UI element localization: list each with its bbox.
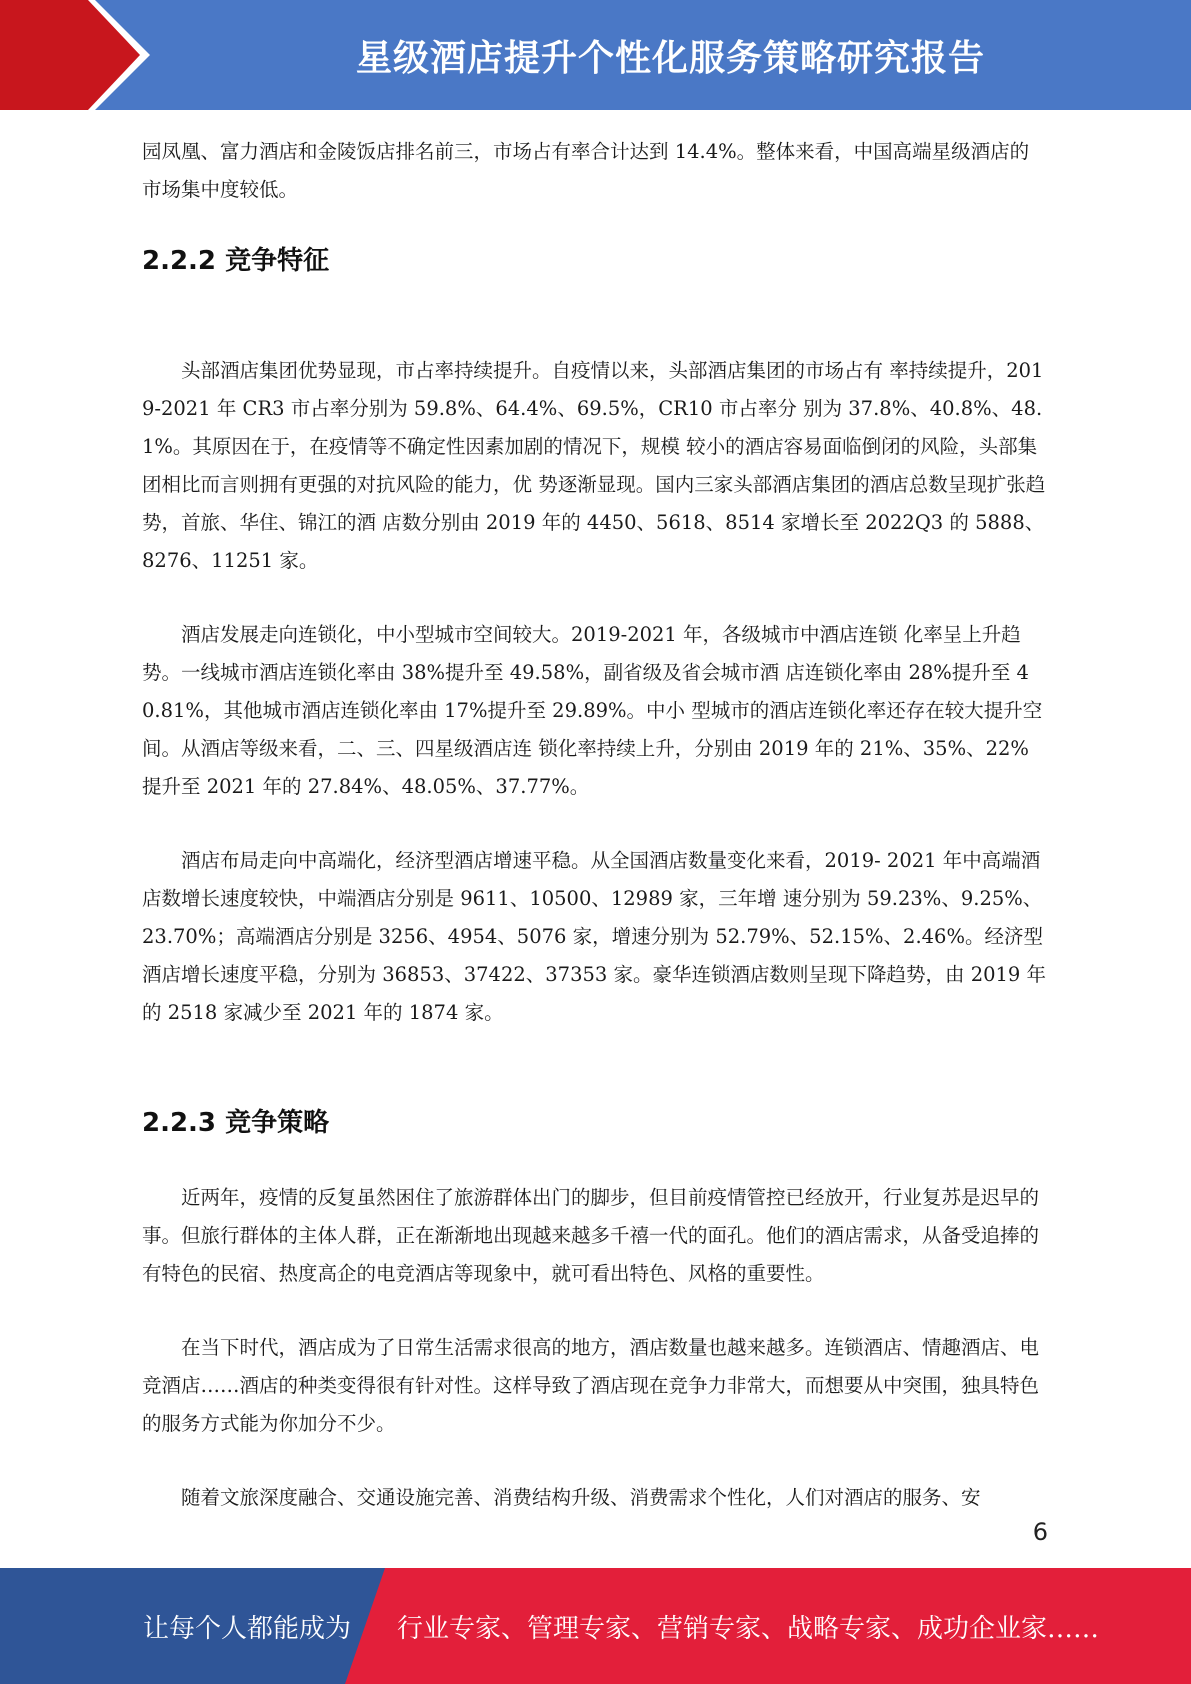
paragraph-strategy-2: 在当下时代，酒店成为了日常生活需求很高的地方，酒店数量也越来越多。连锁酒店、情趣酒店、电竞酒店……酒店的种类变得很有针对性。这样导致了酒店现在竞争力非常大，而想要从中突围，独具特色的服务方式能为你加分不少。 <box>142 1336 1040 1435</box>
paragraph-strategy-3: 随着文旅深度融合、交通设施完善、消费结构升级、消费需求个性化，人们对酒店的服务、安 <box>181 1486 981 1509</box>
header-chevron-graphic <box>0 0 160 110</box>
footer-slogan-left: 让每个人都能成为 <box>143 1613 352 1644</box>
section-heading-2-2-2: 2.2.2 竞争特征 <box>142 246 330 276</box>
paragraph-competition-2: 酒店发展走向连锁化，中小型城市空间较大。2019-2021 年，各级城市中酒店连锁 化率呈上升趋势。一线城市酒店连锁化率由 38%提升至 49.58%，副省级及省会城市酒 店连锁化率由 28%提升至 40.81%，其他城市酒店连锁化率由 17%提升至 29.89%。中小 型城市的酒店连锁化率还存在较大提升空间。从酒店等级来看，二、三、四星级酒店连 锁化率持续上升，分别由 2019 年的 21%、35%、22%提升至 2021 年的 27.84%、48.05%、37.77%。 <box>142 623 1043 798</box>
footer-slogan-right: 行业专家、管理专家、营销专家、战略专家、成功企业家…… <box>397 1613 1100 1644</box>
paragraph-strategy-1: 近两年，疫情的反复虽然困住了旅游群体出门的脚步，但目前疫情管控已经放开，行业复苏是迟早的事。但旅行群体的主体人群，正在渐渐地出现越来越多千禧一代的面孔。他们的酒店需求，从备受追捧的有特色的民宿、热度高企的电竞酒店等现象中，就可看出特色、风格的重要性。 <box>142 1186 1040 1285</box>
page-number: 6 <box>1032 1518 1048 1546</box>
paragraph-intro: 园凤凰、富力酒店和金陵饭店排名前三，市场占有率合计达到 14.4%。整体来看，中国高端星级酒店的市场集中度较低。 <box>142 140 1030 201</box>
paragraph-competition-1: 头部酒店集团优势显现，市占率持续提升。自疫情以来，头部酒店集团的市场占有 率持续提升，2019-2021 年 CR3 市占率分别为 59.8%、64.4%、69.5%，CR10 市占率分 别为 37.8%、40.8%、48.1%。其原因在于，在疫情等不确定性因素加剧的情况下，规模 较小的酒店容易面临倒闭的风险，头部集团相比而言则拥有更强的对抗风险的能力，优 势逐渐显现。国内三家头部酒店集团的酒店总数呈现扩张趋势，首旅、华住、锦江的酒 店数分别由 2019 年的 4450、5618、8514 家增长至 2022Q3 的 5888、8276、11251 家。 <box>142 359 1046 572</box>
page-footer <box>0 1568 1191 1684</box>
page-header <box>0 0 1191 110</box>
paragraph-competition-3: 酒店布局走向中高端化，经济型酒店增速平稳。从全国酒店数量变化来看，2019- 2021 年中高端酒店数增长速度较快，中端酒店分别是 9611、10500、12989 家，三年增 速分别为 59.23%、9.25%、23.70%；高端酒店分别是 3256、4954、5076 家，增速分别为 52.79%、52.15%、2.46%。经济型酒店增长速度平稳，分别为 36853、37422、37353 家。豪华连锁酒店数则呈现下降趋势，由 2019 年的 2518 家减少至 2021 年的 1874 家。 <box>142 849 1047 1024</box>
page-content <box>142 130 1047 1517</box>
document-title: 星级酒店提升个性化服务策略研究报告 <box>355 37 985 79</box>
section-heading-2-2-3: 2.2.3 竞争策略 <box>142 1108 330 1138</box>
